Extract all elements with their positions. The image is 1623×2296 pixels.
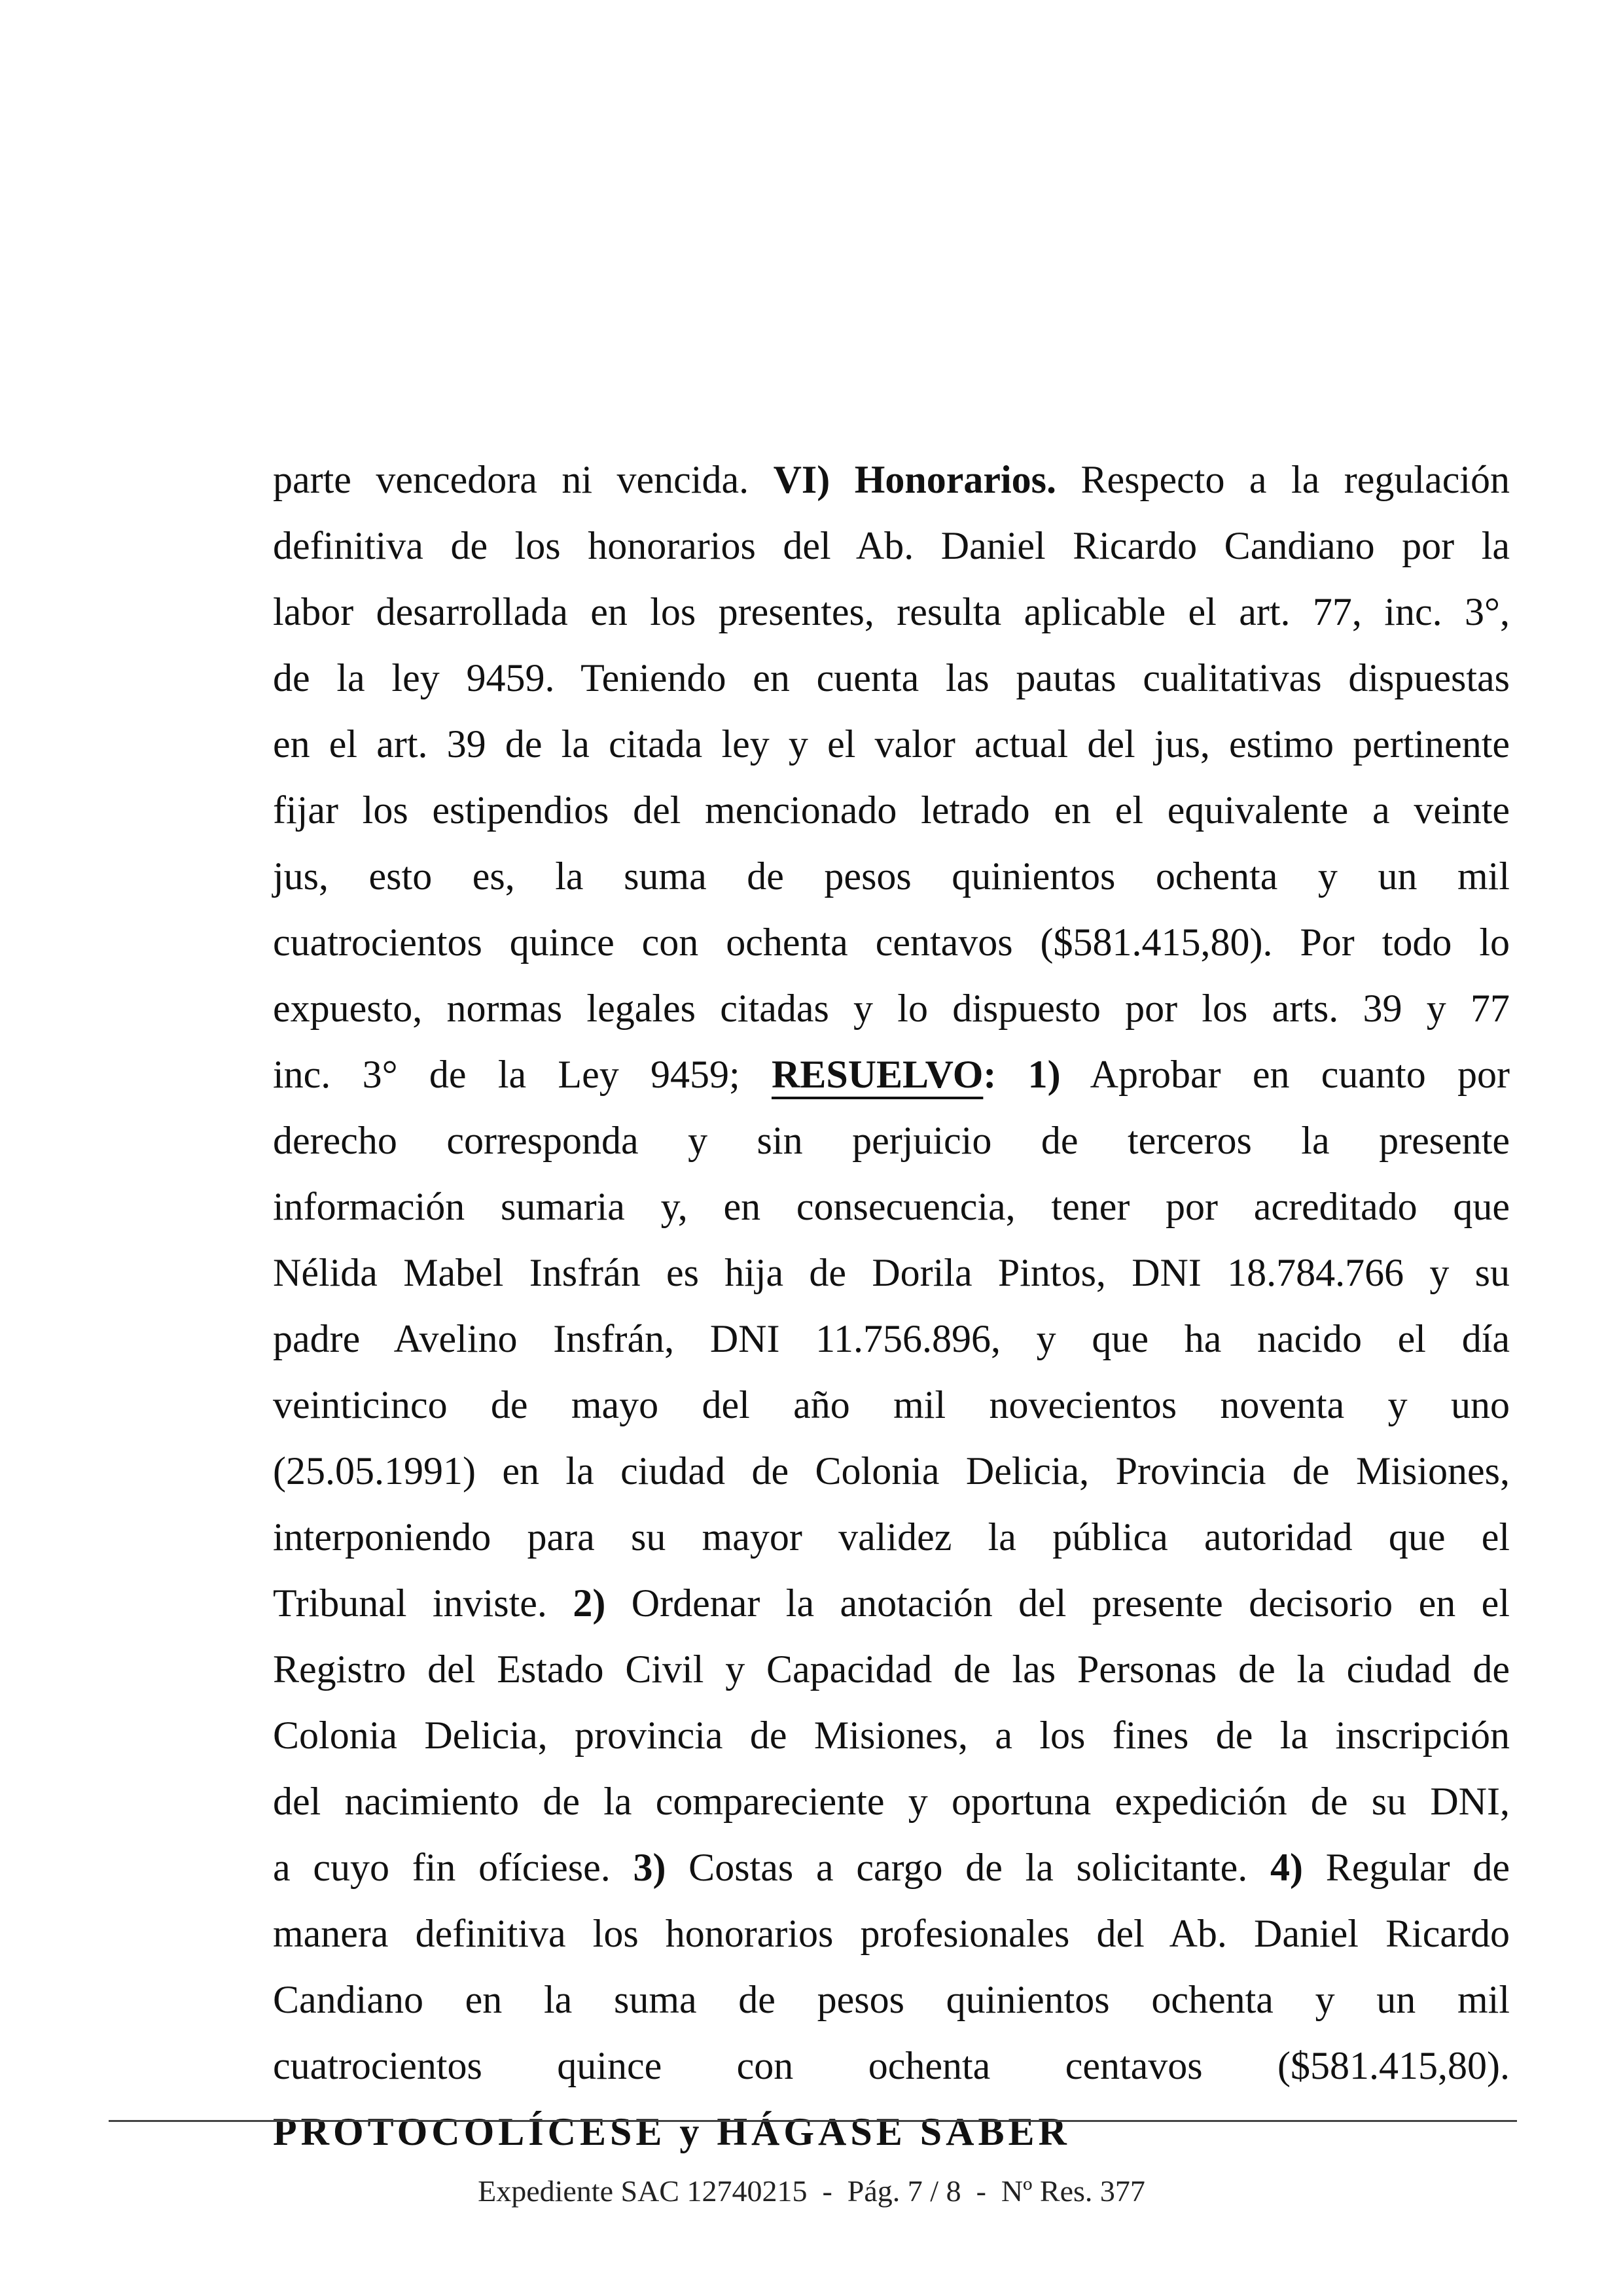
- page-footer: Expediente SAC 12740215 - Pág. 7 / 8 - Nº Res. 377: [478, 2174, 1145, 2208]
- body-line-24: Candiano en la suma de pesos quinientos ochenta y un mil: [273, 1978, 1510, 2021]
- body-line-21: del nacimiento de la compareciente y oportuna expedición de su DNI,: [273, 1780, 1510, 1823]
- closing-order: PROTOCOLÍCESE y HÁGASE SABER: [273, 2110, 1071, 2153]
- body-line-17: interponiendo para su mayor validez la pública autoridad que el: [273, 1515, 1510, 1559]
- body-line-18: Tribunal inviste. 2) Ordenar la anotación del presente decisorio en el: [273, 1581, 1510, 1625]
- item-number-3: 3): [633, 1846, 666, 1889]
- body-line-4: de la ley 9459. Teniendo en cuenta las pautas cualitativas dispuestas: [273, 656, 1510, 699]
- body-line-16: (25.05.1991) en la ciudad de Colonia Delicia, Provincia de Misiones,: [273, 1449, 1510, 1492]
- body-line-12: información sumaria y, en consecuencia, tener por acreditado que: [273, 1185, 1510, 1228]
- body-line-2: definitiva de los honorarios del Ab. Daniel Ricardo Candiano por la: [273, 524, 1510, 567]
- body-line-9: expuesto, normas legales citadas y lo dispuesto por los arts. 39 y 77: [273, 987, 1510, 1030]
- body-line-20: Colonia Delicia, provincia de Misiones, a los fines de la inscripción: [273, 1714, 1510, 1757]
- body-line-3: labor desarrollada en los presentes, resulta aplicable el art. 77, inc. 3°,: [273, 590, 1510, 633]
- body-line-25: cuatrocientos quince con ochenta centavos ($581.415,80).: [273, 2044, 1510, 2087]
- item-number-1: : 1): [983, 1053, 1061, 1096]
- body-line-14: padre Avelino Insfrán, DNI 11.756.896, y que ha nacido el día: [273, 1317, 1510, 1360]
- body-line-5: en el art. 39 de la citada ley y el valor actual del jus, estimo pertinente: [273, 722, 1510, 766]
- body-line-7: jus, esto es, la suma de pesos quinientos ochenta y un mil: [273, 855, 1510, 898]
- resuelvo-heading: RESUELVO: [771, 1053, 984, 1096]
- item-number-4: 4): [1270, 1846, 1303, 1889]
- body-line-10: inc. 3° de la Ley 9459; RESUELVO: 1) Aprobar en cuanto por: [273, 1053, 1510, 1096]
- body-line-1: parte vencedora ni vencida. VI) Honorarios. Respecto a la regulación: [273, 458, 1510, 501]
- body-line-15: veinticinco de mayo del año mil novecientos noventa y uno: [273, 1383, 1510, 1426]
- document-body: [273, 447, 1510, 2165]
- footer-divider: [109, 2120, 1517, 2122]
- body-line-22: a cuyo fin ofíciese. 3) Costas a cargo de la solicitante. 4) Regular de: [273, 1846, 1510, 1889]
- body-line-13: Nélida Mabel Insfrán es hija de Dorila Pintos, DNI 18.784.766 y su: [273, 1251, 1510, 1294]
- body-line-23: manera definitiva los honorarios profesionales del Ab. Daniel Ricardo: [273, 1912, 1510, 1955]
- body-line-19: Registro del Estado Civil y Capacidad de las Personas de la ciudad de: [273, 1648, 1510, 1691]
- item-number-2: 2): [573, 1581, 606, 1625]
- body-line-11: derecho corresponda y sin perjuicio de terceros la presente: [273, 1119, 1510, 1162]
- body-line-8: cuatrocientos quince con ochenta centavos ($581.415,80). Por todo lo: [273, 921, 1510, 964]
- section-heading-honorarios: VI) Honorarios.: [773, 458, 1057, 501]
- body-line-6: fijar los estipendios del mencionado letrado en el equivalente a veinte: [273, 788, 1510, 832]
